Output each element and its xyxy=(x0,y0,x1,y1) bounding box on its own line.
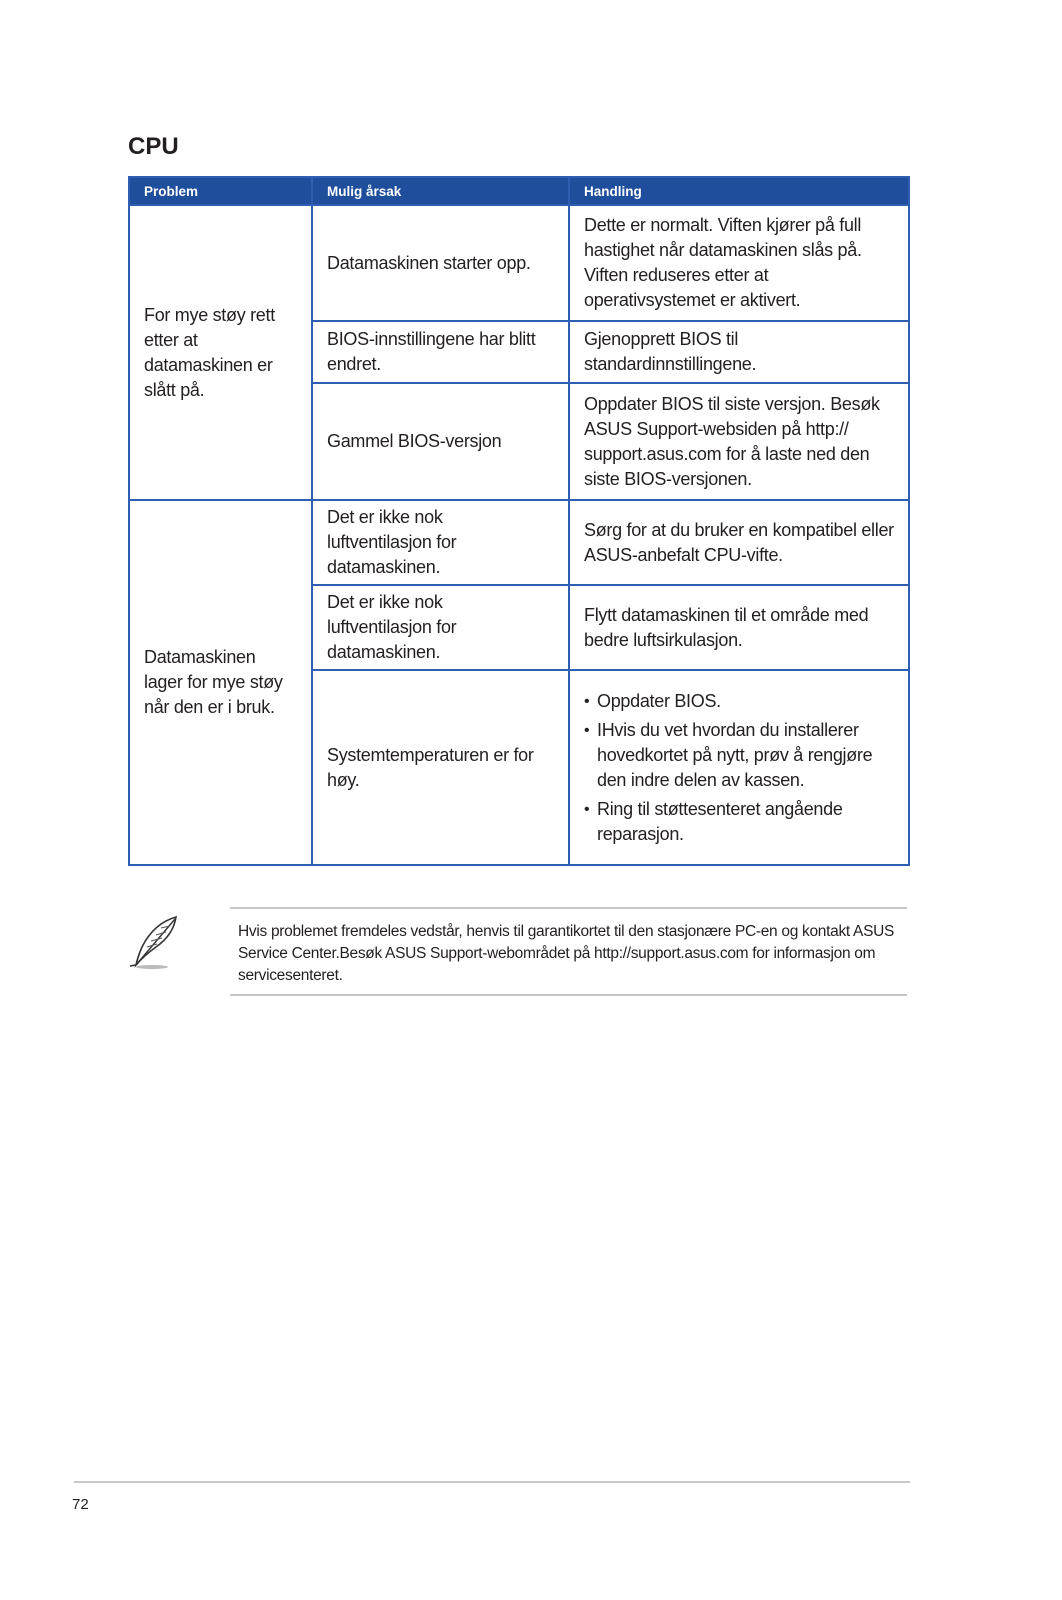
cause-cell: Systemtemperaturen er for høy. xyxy=(312,670,569,865)
problem-cell: For mye støy rett etter at datamaskinen er slått på. xyxy=(129,205,312,500)
table-header-row xyxy=(129,177,909,205)
note-top-rule xyxy=(230,907,907,909)
action-cell: Sørg for at du bruker en kompatibel eller ASUS-anbefalt CPU-vifte. xyxy=(569,500,909,585)
action-cell xyxy=(569,670,909,865)
cause-cell: Datamaskinen starter opp. xyxy=(312,205,569,321)
cause-cell: Gammel BIOS-versjon xyxy=(312,383,569,500)
action-list xyxy=(584,689,894,847)
list-item: • Oppdater BIOS. xyxy=(584,689,894,714)
list-item: • Ring til støttesenteret angående reparasjon. xyxy=(584,797,894,847)
table-row xyxy=(129,205,909,321)
note-text: Hvis problemet fremdeles vedstår, henvis til garantikortet til den stasjonære PC-en og kontakt ASUS Service Center.Besøk ASUS Support-webområdet på http://support.asus.com for informasjon om servicesenteret. xyxy=(238,923,895,984)
list-item: • IHvis du vet hvordan du installerer hovedkortet på nytt, prøv å rengjøre den indre delen av kassen. xyxy=(584,718,894,793)
table-row xyxy=(129,500,909,585)
header-action: Handling xyxy=(569,177,909,205)
action-cell: Gjenopprett BIOS til standardinnstillingene. xyxy=(569,321,909,383)
cause-cell: BIOS-innstillingene har blitt endret. xyxy=(312,321,569,383)
footer-rule xyxy=(74,1481,910,1483)
note-bottom-rule xyxy=(230,994,907,996)
section-title: CPU xyxy=(128,133,179,160)
troubleshooting-table xyxy=(128,176,910,866)
action-cell: Flytt datamaskinen til et område med bedre luftsirkulasjon. xyxy=(569,585,909,670)
problem-cell: Datamaskinen lager for mye støy når den er i bruk. xyxy=(129,500,312,865)
action-cell: Oppdater BIOS til siste versjon. Besøk ASUS Support-websiden på http:// support.asus.com for å laste ned den siste BIOS-versjonen. xyxy=(569,383,909,500)
cause-cell: Det er ikke nok luftventilasjon for datamaskinen. xyxy=(312,585,569,670)
page-number: 72 xyxy=(72,1496,89,1513)
feather-pen-icon xyxy=(128,914,182,970)
cause-cell: Det er ikke nok luftventilasjon for datamaskinen. xyxy=(312,500,569,585)
header-cause: Mulig årsak xyxy=(312,177,569,205)
action-cell: Dette er normalt. Viften kjører på full hastighet når datamaskinen slås på. Viften reduseres etter at operativsystemet er aktivert. xyxy=(569,205,909,321)
header-problem: Problem xyxy=(129,177,312,205)
